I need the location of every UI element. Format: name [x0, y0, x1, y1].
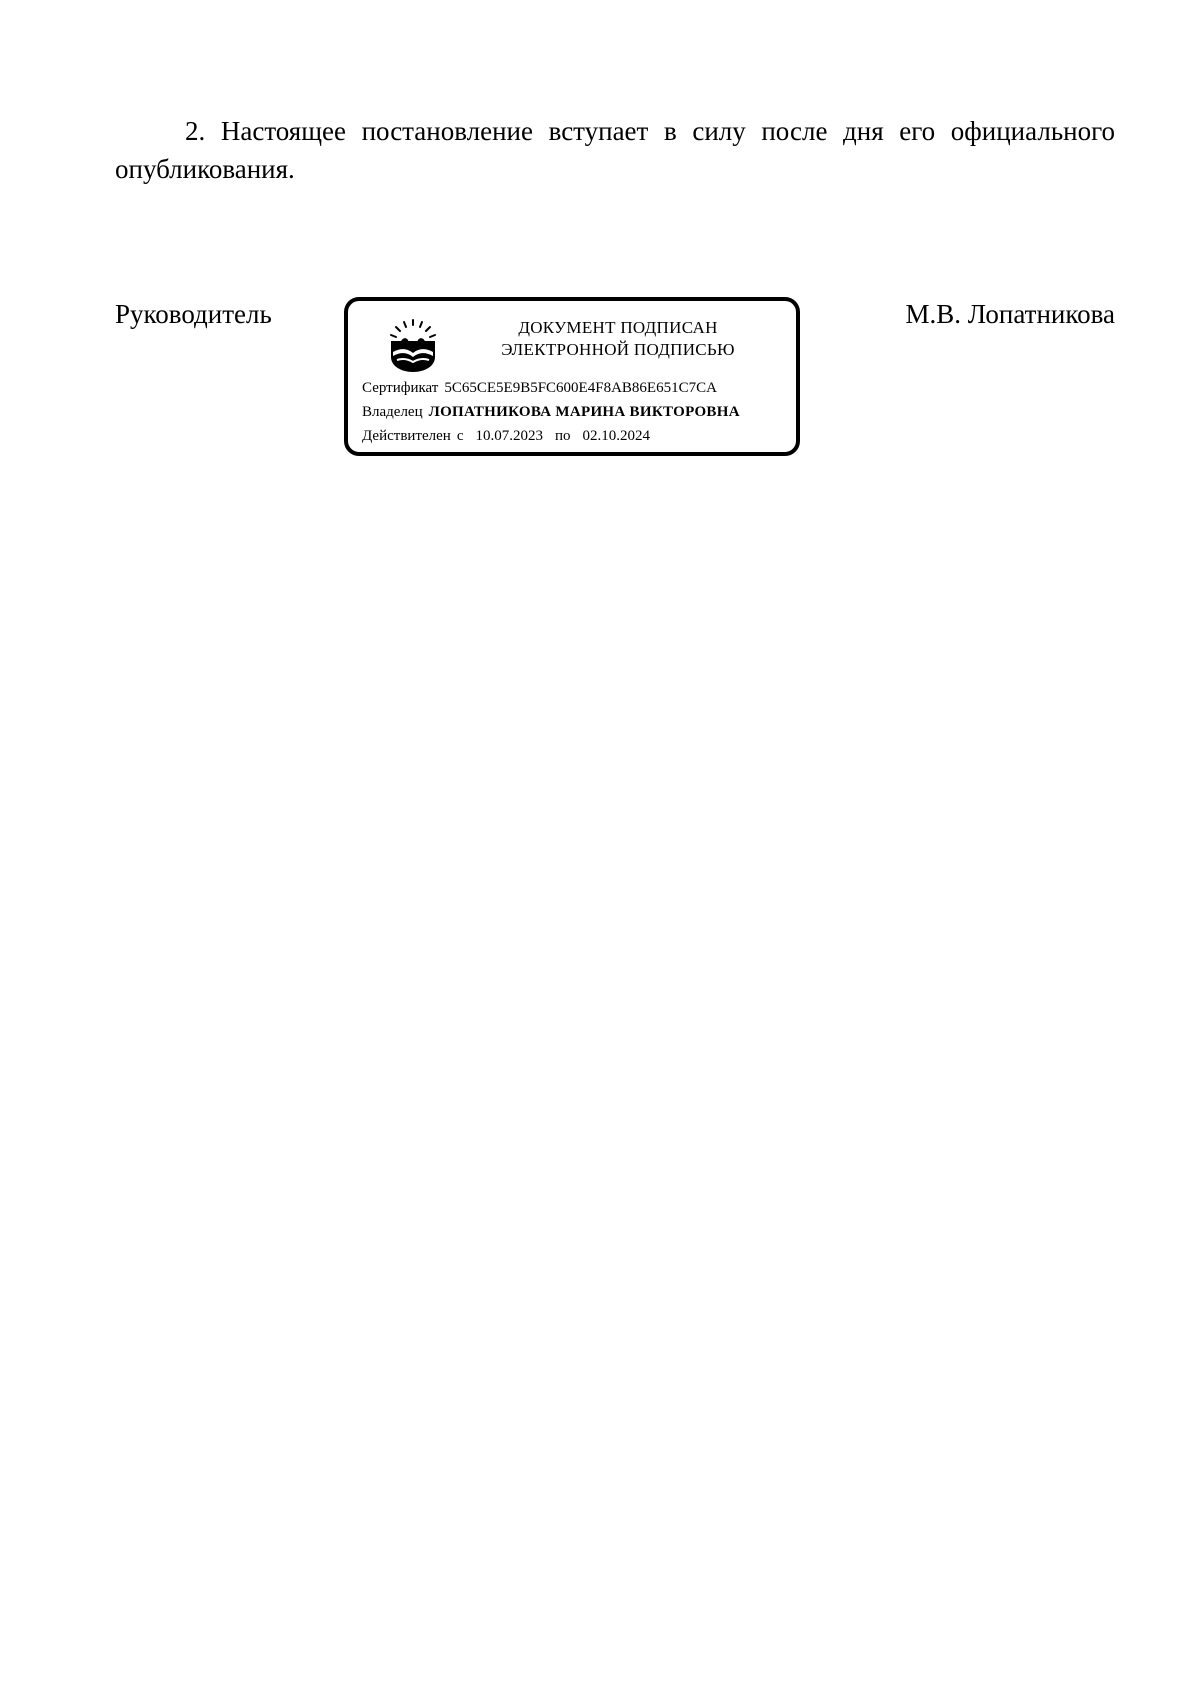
valid-label: Действителен	[362, 428, 451, 444]
stamp-heading-line1: ДОКУМЕНТ ПОДПИСАН	[518, 318, 718, 337]
valid-to-prefix: по	[554, 428, 571, 444]
certificate-label: Сертификат	[362, 380, 439, 396]
valid-to-date: 02.10.2024	[582, 428, 651, 444]
stamp-heading	[458, 317, 778, 361]
electronic-signature-stamp	[344, 297, 800, 456]
coat-of-arms-icon	[387, 319, 439, 373]
resolution-paragraph: 2. Настоящее постановление вступает в силу после дня его официального опубликования.	[115, 116, 1115, 184]
stamp-owner-row	[362, 403, 740, 422]
stamp-validity-row	[362, 427, 650, 446]
signer-title: Руководитель	[115, 299, 272, 329]
signer-name: М.В. Лопатникова	[905, 299, 1115, 329]
stamp-certificate-row	[362, 379, 717, 398]
stamp-heading-line2: ЭЛЕКТРОННОЙ ПОДПИСЬЮ	[501, 340, 735, 359]
certificate-value: 5C65CE5E9B5FC600E4F8AB86E651C7CA	[444, 380, 717, 396]
valid-from-date: 10.07.2023	[475, 428, 543, 444]
valid-from-prefix: с	[456, 428, 464, 444]
owner-label: Владелец	[362, 404, 423, 420]
owner-value: ЛОПАТНИКОВА МАРИНА ВИКТОРОВНА	[428, 404, 740, 420]
